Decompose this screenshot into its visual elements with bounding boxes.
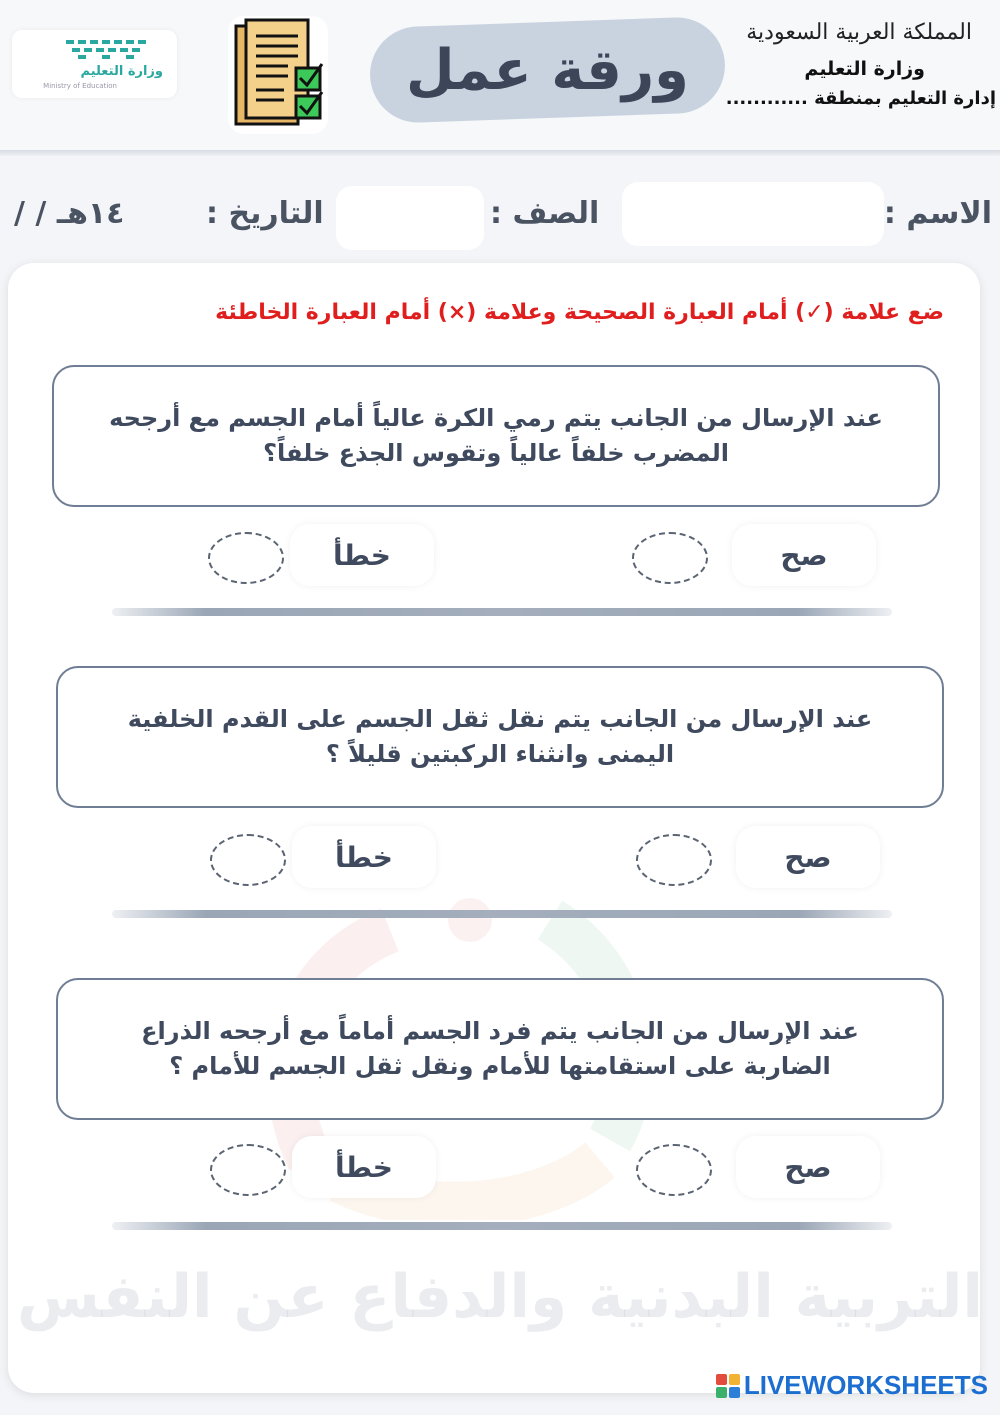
- class-label: الصف :: [490, 196, 600, 231]
- question-3-false-answer-box[interactable]: [210, 1144, 286, 1196]
- section-divider: [112, 1222, 892, 1230]
- date-value[interactable]: / / ١٤هـ: [14, 196, 125, 231]
- section-divider: [112, 608, 892, 616]
- kingdom-name: المملكة العربية السعودية: [746, 20, 972, 45]
- class-field[interactable]: [336, 186, 484, 250]
- question-2-true-option[interactable]: صح: [736, 826, 880, 888]
- question-1-false-option[interactable]: خطأ: [290, 524, 434, 586]
- question-2-false-option[interactable]: خطأ: [292, 826, 436, 888]
- ministry-logo: [12, 30, 177, 98]
- question-1-line-1: عند الإرسال من الجانب يتم رمي الكرة عالياً أمام الجسم مع أرجحه: [109, 404, 883, 433]
- question-1-true-answer-box[interactable]: [632, 532, 708, 584]
- watermark-text: التربية البدنية والدفاع عن النفس: [17, 1262, 983, 1332]
- question-2-true-answer-box[interactable]: [636, 834, 712, 886]
- question-1-false-answer-box[interactable]: [208, 532, 284, 584]
- page-title: ورقة عمل: [406, 37, 689, 103]
- header-divider: [0, 150, 1000, 156]
- section-divider: [112, 910, 892, 918]
- question-1-box: [52, 365, 940, 507]
- question-3-line-1: عند الإرسال من الجانب يتم فرد الجسم أماماً مع أرجحه الذراع: [141, 1017, 859, 1046]
- liveworksheets-brand-text: LIVEWORKSHEETS: [743, 1370, 988, 1400]
- question-2-false-answer-box[interactable]: [210, 834, 286, 886]
- question-1-true-option[interactable]: صح: [732, 524, 876, 586]
- instruction-text: ضع علامة (✓) أمام العبارة الصحيحة وعلامة (×) أمام العبارة الخاطئة: [215, 300, 944, 325]
- ministry-logo-subtext: Ministry of Education: [43, 82, 117, 90]
- question-3-false-option[interactable]: خطأ: [292, 1136, 436, 1198]
- name-label: الاسم :: [883, 196, 992, 231]
- question-3-true-answer-box[interactable]: [636, 1144, 712, 1196]
- question-3-box: [56, 978, 944, 1120]
- ministry-logo-icon: [64, 38, 154, 60]
- liveworksheets-logo-icon: [716, 1374, 740, 1398]
- date-label: التاريخ :: [206, 196, 324, 231]
- question-3-true-option[interactable]: صح: [736, 1136, 880, 1198]
- question-2-box: [56, 666, 944, 808]
- ministry-logo-text: وزارة التعليم: [80, 64, 163, 79]
- question-2-line-1: عند الإرسال من الجانب يتم نقل ثقل الجسم على القدم الخلفية: [127, 705, 873, 734]
- liveworksheets-brand[interactable]: [716, 1370, 988, 1401]
- region-name: إدارة التعليم بمنطقة ............: [725, 88, 996, 109]
- question-3-line-2: الضاربة على استقامتها للأمام ونقل ثقل الجسم للأمام ؟: [169, 1052, 831, 1080]
- ministry-name: وزارة التعليم: [804, 58, 925, 80]
- worksheet-document-icon: [222, 12, 334, 138]
- question-2-line-2: اليمنى وانثناء الركبتين قليلاً ؟: [325, 740, 675, 768]
- question-1-line-2: المضرب خلفاً عالياً وتقوس الجذع خلفاً؟: [263, 439, 729, 467]
- name-field[interactable]: [622, 182, 884, 246]
